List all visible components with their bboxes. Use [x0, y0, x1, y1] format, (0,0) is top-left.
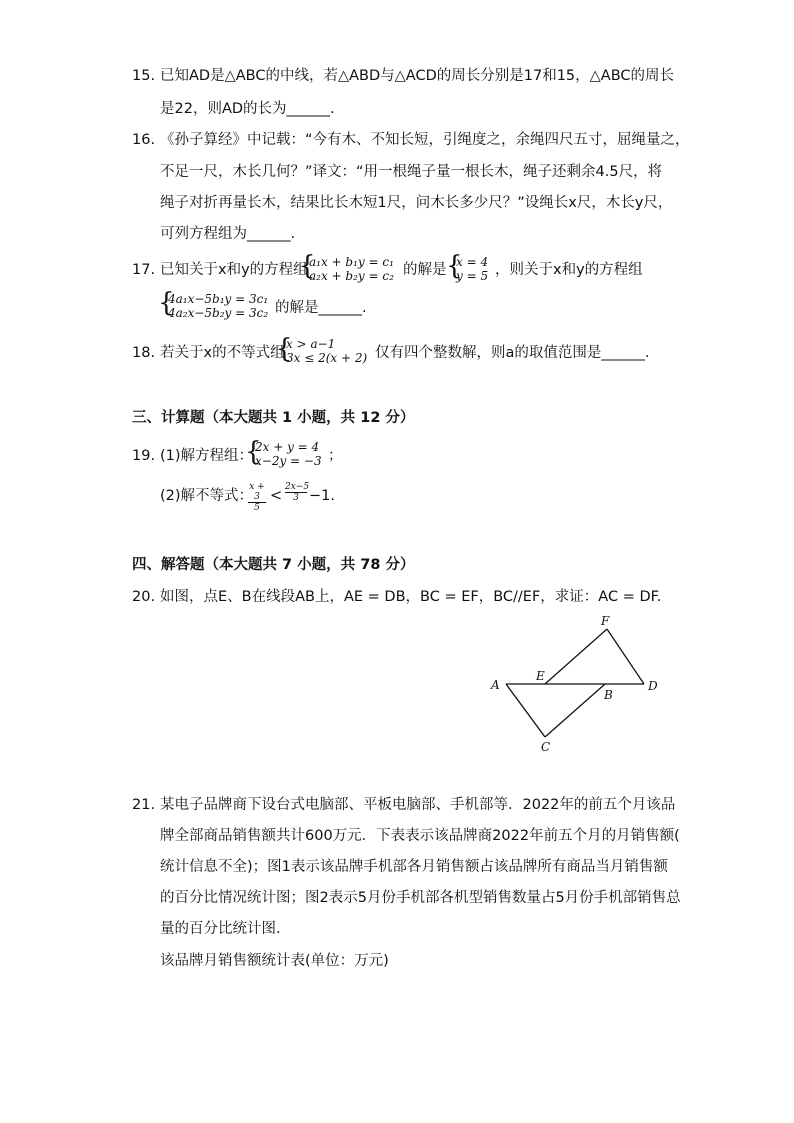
- label-C: C: [541, 740, 551, 754]
- q19-fraction1: [248, 482, 266, 513]
- q19-fraction1-numerator: x + 3: [249, 482, 265, 502]
- q17-postfix: ，则关于x和y的方程组: [495, 262, 643, 278]
- segment-FD: [607, 629, 644, 684]
- q16-line4: 可列方程组为______.: [160, 226, 296, 242]
- q17-eq4: 4a₂x−5b₂y = 3c₂: [168, 306, 269, 320]
- q16-line2: 不足一尺，木长几何？”译文：“用一根绳子量一根长木，绳子还剩余4.5尺，将: [160, 164, 663, 180]
- q18-brace: {: [276, 334, 293, 364]
- q21-number: 21.: [132, 797, 156, 813]
- q18-eq1: x > a−1: [286, 337, 336, 351]
- q18-number: 18.: [132, 345, 156, 361]
- q17-prefix: 已知关于x和y的方程组: [160, 262, 308, 278]
- q19-eq2: x−2y = −3: [255, 454, 322, 468]
- q17-solution2: y = 5: [456, 269, 489, 283]
- q17-brace3: {: [158, 288, 175, 318]
- q19-less-than: <: [270, 488, 283, 504]
- q17-solution1: x = 4: [456, 255, 489, 269]
- label-A: A: [491, 678, 500, 692]
- q17-brace2: {: [446, 251, 463, 281]
- q17-number: 17.: [132, 262, 156, 278]
- q16-number: 16.: [132, 132, 156, 148]
- q18-eq2: 3x ≤ 2(x + 2): [286, 351, 368, 365]
- label-F: F: [601, 614, 610, 628]
- q17-eq1: a₁x + b₁y = c₁: [309, 255, 394, 269]
- label-D: D: [648, 679, 658, 693]
- q21-line3: 统计信息不全)；图1表示该品牌手机部各月销售额占该品牌所有商品当月销售额: [160, 859, 668, 875]
- q20-geometry-figure: [480, 610, 680, 760]
- q18-prefix: 若关于x的不等式组: [160, 345, 285, 361]
- q19-tail: −1.: [309, 488, 335, 504]
- q17-brace1: {: [299, 251, 316, 281]
- q17-eq3: 4a₁x−5b₁y = 3c₁: [168, 292, 269, 306]
- q18-postfix: 仅有四个整数解，则a的取值范围是______.: [375, 345, 650, 361]
- q21-line1: 某电子品牌商下设台式电脑部、平板电脑部、手机部等．2022年的前五个月该品: [160, 797, 676, 813]
- q17-middle: 的解是: [403, 262, 447, 278]
- label-E: E: [536, 669, 545, 683]
- q21-table-caption: 该品牌月销售额统计表(单位：万元): [160, 953, 389, 969]
- q17-end: 的解是______.: [275, 300, 367, 316]
- q19-part2-label: (2)解不等式：: [160, 488, 254, 504]
- q19-eq1: 2x + y = 4: [255, 440, 320, 454]
- q19-part1-end: ；: [328, 448, 343, 464]
- q19-part1-label: (1)解方程组：: [160, 448, 254, 464]
- q19-fraction2-numerator: 2x−5: [285, 482, 310, 492]
- q21-line4: 的百分比情况统计图；图2表示5月份手机部各机型销售数量占5月份手机部销售总: [160, 890, 681, 906]
- q15-number: 15.: [132, 68, 156, 84]
- q20-number: 20.: [132, 589, 156, 605]
- q19-brace: {: [245, 437, 262, 467]
- section3-heading: 三、计算题（本大题共 1 小题，共 12 分）: [132, 410, 415, 426]
- label-B: B: [604, 688, 613, 702]
- segment-EF: [545, 629, 607, 684]
- q15-line2: 是22，则AD的长为______.: [160, 101, 335, 117]
- segment-AC: [506, 684, 545, 737]
- q21-line2: 牌全部商品销售额共计600万元．下表表示该品牌商2022年前五个月的月销售额(: [160, 828, 680, 844]
- q19-fraction2: [285, 482, 310, 503]
- q16-line3: 绳子对折再量长木，结果比长木短1尺，问木长多少尺？”设绳长x尺，木长y尺，: [160, 195, 673, 211]
- q19-number: 19.: [132, 448, 156, 464]
- q17-eq2: a₂x + b₂y = c₂: [309, 269, 394, 283]
- q16-line1: 《孙子算经》中记载：“今有木、不知长短，引绳度之，余绳四尺五寸，屈绳量之，: [160, 132, 690, 148]
- q19-fraction2-denominator: 3: [285, 492, 307, 503]
- segment-CB: [545, 684, 605, 737]
- q21-line5: 量的百分比统计图．: [160, 921, 291, 937]
- q19-fraction1-denominator: 5: [248, 502, 266, 513]
- section4-heading: 四、解答题（本大题共 7 小题，共 78 分）: [132, 557, 415, 573]
- q20-text: 如图，点E、B在线段AB上，AE = DB，BC = EF，BC//EF，求证：AC = DF.: [160, 589, 662, 605]
- q15-line1: 已知AD是△ABC的中线，若△ABD与△ACD的周长分别是17和15，△ABC的周长: [160, 68, 675, 84]
